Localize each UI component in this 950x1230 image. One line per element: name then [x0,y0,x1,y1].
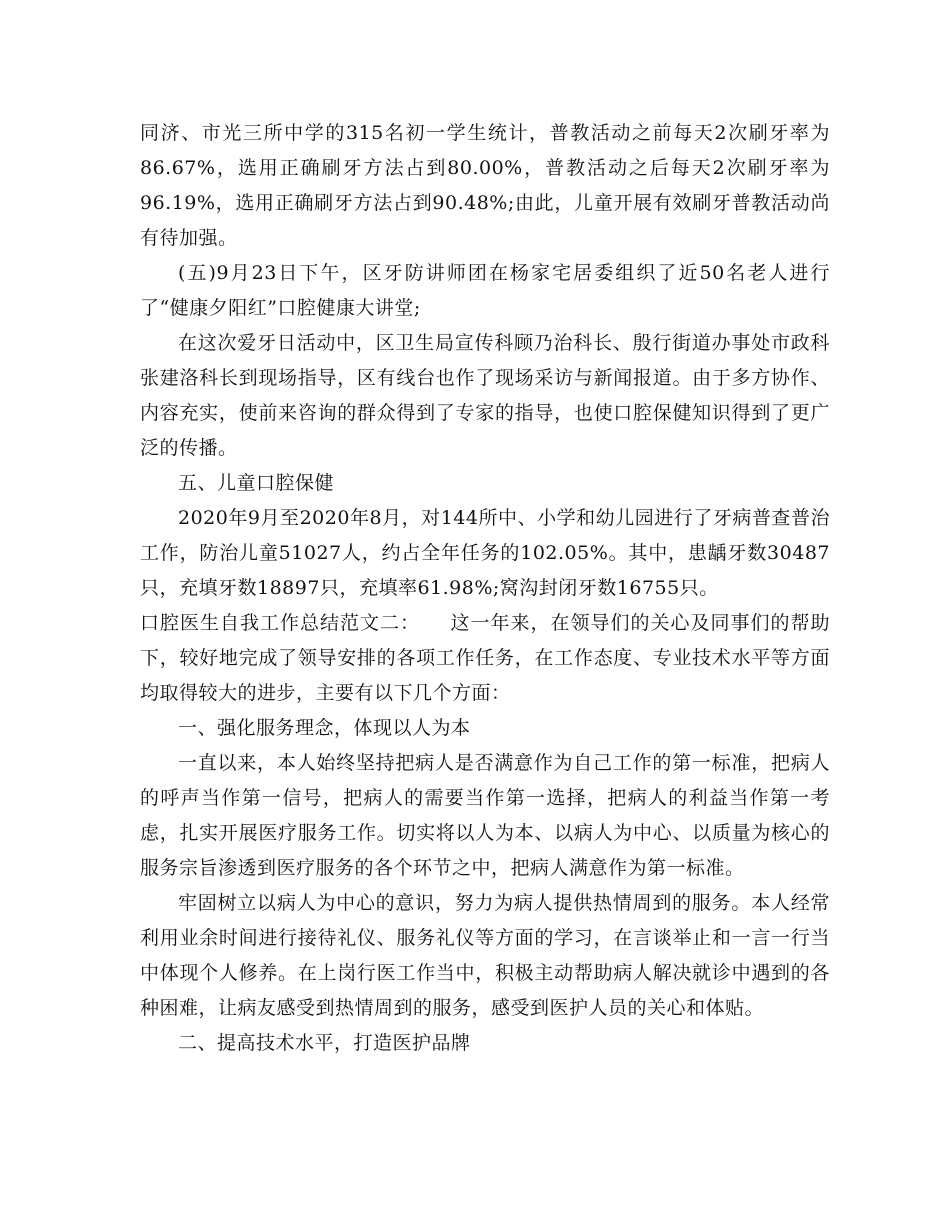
paragraph-children-survey: 2020年9月至2020年8月，对144所中、小学和幼儿园进行了牙病普查普治工作，防治儿童51027人，约占全年任务的102.05%。其中，患龋牙数30487只，充填牙数18897只，充填率61.98%;窝沟封闭牙数16755只。 [140,507,830,599]
paragraph-brushing-statistics: 同济、市光三所中学的315名初一学生统计，普教活动之前每天2次刷牙率为86.67%，选用正确刷牙方法占到80.00%，普教活动之后每天2次刷牙率为96.19%，选用正确刷牙方法占到90.48%;由此，儿童开展有效刷牙普教活动尚有待加强。 [140,122,830,249]
paragraph-summary-intro: 口腔医生自我工作总结范文二： 这一年来，在领导们的关心及同事们的帮助下，较好地完成了领导安排的各项工作任务，在工作态度、专业技术水平等方面均取得较大的进步，主要有以下几个方面： [140,612,830,704]
paragraph-warm-service: 牢固树立以病人为中心的意识，努力为病人提供热情周到的服务。本人经常利用业余时间进行接待礼仪、服务礼仪等方面的学习，在言谈举止和一言一行当中体现个人修养。在上岗行医工作当中，积极主动帮助病人解决就诊中遇到的各种困难，让病友感受到热情周到的服务，感受到医护人员的关心和体贴。 [140,892,830,1019]
document-body [140,116,830,1061]
paragraph-seniors-lecture: (五)9月23日下午，区牙防讲师团在杨家宅居委组织了近50名老人进行了“健康夕阳红”口腔健康大讲堂; [140,262,830,319]
paragraph-teeth-day-activity: 在这次爱牙日活动中，区卫生局宣传科顾乃治科长、殷行街道办事处市政科张建洛科长到现场指导，区有线台也作了现场采访与新闻报道。由于多方协作、内容充实，使前来咨询的群众得到了专家的指导，也使口腔保健知识得到了更广泛的传播。 [140,332,830,459]
section-heading-children-oral-care: 五、儿童口腔保健 [178,472,335,494]
section-heading-service-concept: 一、强化服务理念，体现以人为本 [178,717,471,739]
section-heading-technical-level: 二、提高技术水平，打造医护品牌 [178,1032,471,1054]
paragraph-patient-first: 一直以来，本人始终坚持把病人是否满意作为自己工作的第一标准，把病人的呼声当作第一信号，把病人的需要当作第一选择，把病人的利益当作第一考虑，扎实开展医疗服务工作。切实将以人为本、以病人为中心、以质量为核心的服务宗旨渗透到医疗服务的各个环节之中，把病人满意作为第一标准。 [140,752,830,879]
